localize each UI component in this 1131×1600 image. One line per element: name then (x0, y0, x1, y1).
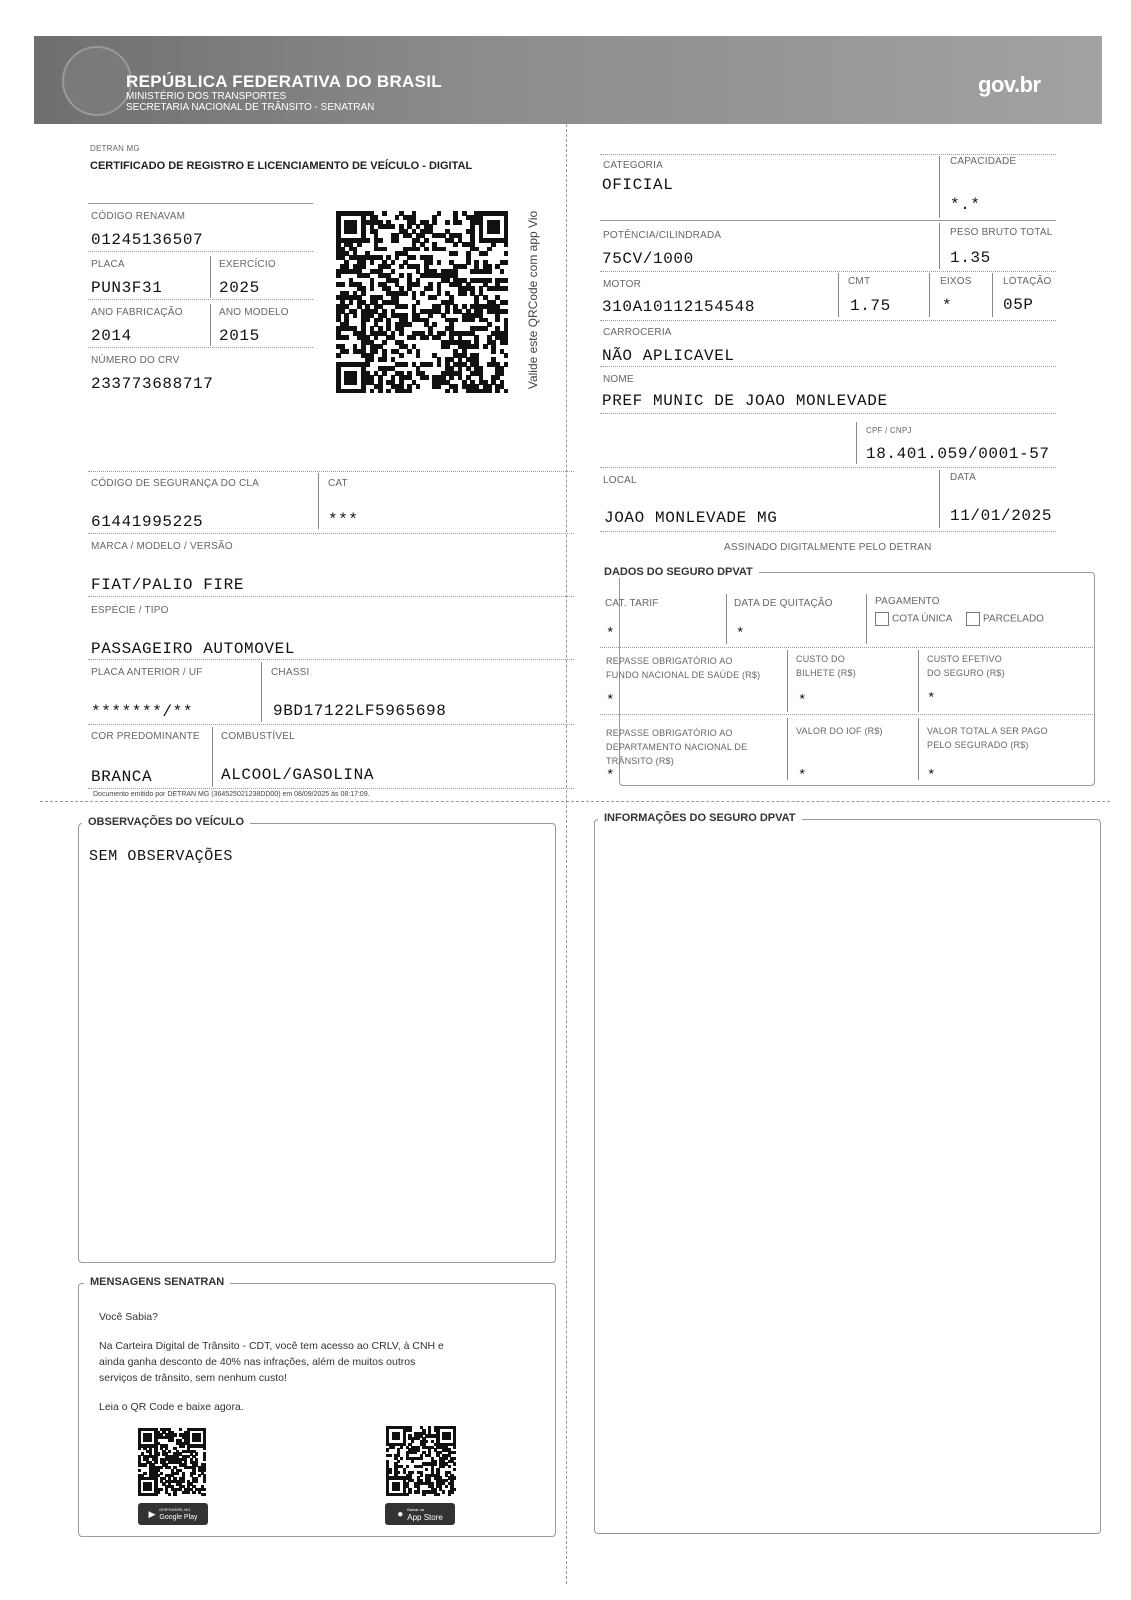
header-title: REPÚBLICA FEDERATIVA DO BRASIL (126, 72, 442, 91)
placa-label: PLACA (91, 259, 125, 270)
especie-label: ESPÉCIE / TIPO (91, 605, 169, 616)
qr-module (149, 1439, 152, 1442)
qr-module (353, 380, 358, 385)
msg-line-2: ainda ganha desconto de 40% nas infrações, além de muitos outros (99, 1356, 416, 1368)
qr-module (424, 238, 429, 243)
qr-module (391, 260, 396, 265)
fns-label-1: REPASSE OBRIGATÓRIO AO (606, 656, 733, 666)
qr-module (370, 357, 375, 362)
eixos-value: * (942, 297, 953, 315)
placa-anterior-label: PLACA ANTERIOR / UF (91, 667, 203, 678)
doc-title: CERTIFICADO DE REGISTRO E LICENCIAMENTO DE VEÍCULO - DIGITAL (90, 160, 473, 172)
qr-module (504, 286, 508, 291)
qr-module (495, 389, 500, 393)
detran-label: DETRAN MG (90, 144, 140, 153)
peso-value: 1.35 (950, 249, 991, 267)
qr-module (406, 1493, 409, 1496)
qr-module (370, 260, 375, 265)
qr-module (453, 389, 458, 393)
qr-module (395, 255, 400, 260)
msg-question: Você Sabia? (99, 1311, 158, 1323)
qr-module (386, 1448, 389, 1451)
ano-modelo-value: 2015 (219, 327, 260, 345)
qr-module (462, 291, 467, 296)
qr-module (395, 238, 400, 243)
qr-module (203, 1488, 206, 1491)
parcelado-checkbox[interactable] (966, 612, 980, 626)
qr-module (198, 1439, 201, 1442)
qr-module (442, 1490, 445, 1493)
qr-module (416, 300, 421, 305)
total-value: * (927, 768, 937, 784)
qr-module (428, 286, 433, 291)
govbr-logo: gov.br (978, 72, 1041, 97)
center-divider (566, 124, 567, 1584)
cor-value: BRANCA (91, 768, 153, 786)
qr-module (445, 344, 450, 349)
qr-module (470, 318, 475, 323)
ano-fabricacao-label: ANO FABRICAÇÃO (91, 307, 183, 318)
qr-module (336, 353, 341, 358)
qr-module (195, 1480, 198, 1483)
qr-module (391, 269, 396, 274)
qr-module (428, 362, 433, 367)
qr-module (192, 1491, 195, 1494)
potencia-value: 75CV/1000 (602, 250, 694, 268)
capacidade-value: *.* (950, 196, 981, 214)
chassi-label: CHASSI (271, 667, 310, 678)
qr-module (168, 1493, 171, 1496)
info-dpvat-title: INFORMAÇÕES DO SEGURO DPVAT (598, 812, 802, 824)
qr-module (437, 384, 442, 389)
total-label-2: PELO SEGURADO (R$) (927, 740, 1029, 750)
qr-module (487, 322, 492, 327)
renavam-label: CÓDIGO RENAVAM (91, 211, 186, 222)
qr-module (382, 340, 387, 345)
qr-module (176, 1472, 179, 1475)
cpf-label: CPF / CNPJ (866, 426, 912, 435)
qr-module (504, 309, 508, 314)
crv-value: 233773688717 (91, 375, 214, 393)
qr-module (453, 251, 458, 256)
bilhete-label-2: BILHETE (R$) (796, 668, 856, 678)
app-store-label: App Store (407, 1513, 443, 1522)
cmt-label: CMT (848, 276, 871, 287)
qr-module (428, 260, 433, 265)
qr-module (436, 1493, 439, 1496)
qr-module (420, 1457, 423, 1460)
qr-module (474, 344, 479, 349)
mensagens-title: MENSAGENS SENATRAN (84, 1276, 230, 1288)
iof-label: VALOR DO IOF (R$) (796, 726, 883, 736)
qr-module (361, 264, 366, 269)
placa-value: PUN3F31 (91, 279, 163, 297)
categoria-label: CATEGORIA (603, 160, 663, 171)
dpvat-title: DADOS DO SEGURO DPVAT (598, 566, 759, 578)
qr-module (487, 278, 492, 283)
qr-module (382, 211, 387, 216)
qr-module (500, 371, 505, 376)
qr-module (365, 238, 370, 243)
qr-module (504, 260, 508, 265)
cat-label: CAT (328, 478, 348, 489)
qr-module (495, 229, 500, 234)
qr-module (386, 389, 391, 393)
qr-module (425, 1468, 428, 1471)
especie-value: PASSAGEIRO AUTOMOVEL (91, 640, 296, 658)
fns-label-2: FUNDO NACIONAL DE SAÚDE (R$) (606, 670, 761, 680)
qr-module (483, 344, 488, 349)
qr-module (397, 1437, 400, 1440)
google-play-qr-code[interactable] (138, 1428, 206, 1496)
qr-module (416, 282, 421, 287)
cat-tarif-value: * (606, 626, 616, 642)
qr-module (336, 273, 341, 278)
assinado-label: ASSINADO DIGITALMENTE PELO DETRAN (724, 542, 932, 553)
google-play-label: Google Play (159, 1514, 198, 1521)
qr-module (491, 242, 496, 247)
quitacao-label: DATA DE QUITAÇÃO (734, 598, 833, 609)
fns-value: * (606, 693, 616, 709)
cota-unica-option[interactable] (875, 612, 952, 626)
carroceria-value: NÃO APLICAVEL (602, 347, 735, 365)
issued-footnote: Documento emitido por DETRAN MG (364525021238DD00) em 08/09/2025 às 08:17:09. (93, 791, 370, 798)
qr-module (466, 260, 471, 265)
cota-unica-checkbox[interactable] (875, 612, 889, 626)
placa-anterior-value: *******/** (91, 703, 194, 721)
msg-line-4: Leia o QR Code e baixe agora. (99, 1401, 244, 1413)
qr-module (340, 282, 345, 287)
qr-module (382, 357, 387, 362)
qr-module (504, 251, 508, 256)
app-store-qr-code[interactable] (386, 1426, 456, 1496)
combustivel-label: COMBUSTÍVEL (221, 731, 295, 742)
qr-module (365, 362, 370, 367)
efetivo-label-1: CUSTO EFETIVO (927, 654, 1002, 664)
qr-module (400, 1446, 403, 1449)
qr-module (203, 1480, 206, 1483)
section-divider (40, 801, 1110, 802)
qr-module (424, 247, 429, 252)
qr-module (432, 322, 437, 327)
observacoes-section (78, 823, 556, 1263)
qr-module (361, 389, 366, 393)
qr-module (437, 362, 442, 367)
renavam-value: 01245136507 (91, 231, 204, 249)
qr-module (487, 269, 492, 274)
qr-module (154, 1493, 157, 1496)
qr-module (344, 349, 349, 354)
qr-module (504, 278, 508, 283)
qr-module (437, 211, 442, 216)
qr-module (453, 318, 458, 323)
qr-module (407, 349, 412, 354)
local-value: JOAO MONLEVADE MG (604, 509, 778, 527)
qr-module (483, 326, 488, 331)
qr-module (495, 318, 500, 323)
cmt-value: 1.75 (850, 297, 891, 315)
qr-module (365, 318, 370, 323)
qr-module (399, 331, 404, 336)
lotacao-value: 05P (1003, 296, 1034, 314)
qr-module (445, 389, 450, 393)
qr-module (445, 220, 450, 225)
motor-label: MOTOR (603, 279, 642, 290)
iof-value: * (798, 768, 808, 784)
bilhete-value: * (798, 693, 808, 709)
qr-module (416, 247, 421, 252)
exercicio-value: 2025 (219, 279, 260, 297)
qr-module (179, 1428, 182, 1431)
play-store-icon: ▶ (148, 1508, 156, 1519)
qr-module (138, 1469, 141, 1472)
cpf-value: 18.401.059/0001-57 (866, 445, 1050, 463)
qr-module (403, 362, 408, 367)
qr-module (412, 335, 417, 340)
eixos-label: EIXOS (940, 276, 972, 287)
qr-module (400, 1457, 403, 1460)
google-play-badge[interactable] (138, 1503, 208, 1525)
qr-module (203, 1458, 206, 1461)
qr-module (453, 242, 458, 247)
lotacao-label: LOTAÇÃO (1003, 276, 1052, 287)
qr-module (414, 1451, 417, 1454)
qr-module (453, 1446, 456, 1449)
data-value: 11/01/2025 (950, 507, 1053, 525)
total-label-1: VALOR TOTAL A SER PAGO (927, 726, 1048, 736)
cla-label: CÓDIGO DE SEGURANÇA DO CLA (91, 478, 260, 489)
header-secretariat: SECRETARIA NACIONAL DE TRÂNSITO - SENATRAN (126, 102, 375, 113)
google-play-small: DISPONÍVEL NO (159, 1507, 191, 1512)
efetivo-label-2: DO SEGURO (R$) (927, 668, 1005, 678)
qr-module (448, 1465, 451, 1468)
marca-label: MARCA / MODELO / VERSÃO (91, 541, 233, 552)
potencia-label: POTÊNCIA/CILINDRADA (603, 230, 722, 241)
dnt-value: * (606, 768, 616, 784)
qr-module (149, 1488, 152, 1491)
qr-module (411, 1460, 414, 1463)
qr-module (374, 349, 379, 354)
qr-module (487, 247, 492, 252)
qr-module (424, 375, 429, 380)
qr-module (344, 335, 349, 340)
qr-module (408, 1429, 411, 1432)
capacidade-label: CAPACIDADE (950, 156, 1017, 167)
qr-module (420, 291, 425, 296)
qr-module (187, 1491, 190, 1494)
qr-module (138, 1447, 141, 1450)
qr-module (483, 251, 488, 256)
qr-module (397, 1488, 400, 1491)
qr-module (370, 389, 375, 393)
qr-module (453, 1468, 456, 1471)
apple-icon: ● (397, 1508, 404, 1520)
qr-module (432, 220, 437, 225)
qr-module (382, 371, 387, 376)
qr-module (445, 309, 450, 314)
qr-module (491, 349, 496, 354)
qr-module (399, 264, 404, 269)
qr-module (458, 220, 463, 225)
qr-module (203, 1447, 206, 1450)
qr-module (143, 1463, 146, 1466)
qr-module (389, 1454, 392, 1457)
pagamento-label: PAGAMENTO (875, 596, 940, 607)
qr-module (353, 313, 358, 318)
qr-module (449, 375, 454, 380)
ano-modelo-label: ANO MODELO (219, 307, 289, 318)
parcelado-label: PARCELADO (983, 613, 1044, 625)
dnt-label-1: REPASSE OBRIGATÓRIO AO (606, 728, 733, 738)
qr-module (462, 264, 467, 269)
qr-module (403, 291, 408, 296)
cor-label: COR PREDOMINANTE (91, 731, 200, 742)
qr-module (448, 1493, 451, 1496)
nome-label: NOME (603, 374, 634, 385)
qr-module (504, 362, 508, 367)
qr-module (171, 1439, 174, 1442)
msg-line-3: serviços de trânsito, sem nenhum custo! (99, 1372, 287, 1384)
qr-module (422, 1493, 425, 1496)
qr-module (392, 1446, 395, 1449)
local-label: LOCAL (603, 475, 637, 486)
qr-module (437, 291, 442, 296)
qr-module (378, 318, 383, 323)
data-label: DATA (950, 472, 976, 483)
qr-module (428, 313, 433, 318)
qr-module (445, 1485, 448, 1488)
bilhete-label-1: CUSTO DO (796, 654, 845, 664)
dnt-label-3: TRÂNSITO (R$) (606, 756, 674, 766)
qr-module (448, 1437, 451, 1440)
qr-module (349, 300, 354, 305)
categoria-value: OFICIAL (602, 176, 674, 194)
qr-module (403, 304, 408, 309)
qr-module (374, 335, 379, 340)
qr-module (391, 224, 396, 229)
qr-module (416, 384, 421, 389)
peso-label: PESO BRUTO TOTAL (950, 227, 1053, 238)
nome-value: PREF MUNIC DE JOAO MONLEVADE (602, 392, 888, 410)
qr-module (441, 331, 446, 336)
qr-module (437, 260, 442, 265)
qr-module (432, 295, 437, 300)
qr-module (399, 353, 404, 358)
qr-module (203, 1493, 206, 1496)
qr-module (417, 1490, 420, 1493)
qr-module (378, 389, 383, 393)
header-banner (34, 36, 1102, 124)
observacoes-text: SEM OBSERVAÇÕES (89, 848, 234, 865)
qr-module (399, 273, 404, 278)
qr-module (504, 353, 508, 358)
qr-module (382, 247, 387, 252)
msg-line-1: Na Carteira Digital de Trânsito - CDT, você tem acesso ao CRLV, à CNH e (99, 1340, 444, 1352)
dnt-label-2: DEPARTAMENTO NACIONAL DE (606, 742, 748, 752)
qr-module (504, 389, 508, 393)
qr-module (504, 340, 508, 345)
parcelado-option[interactable] (966, 612, 1044, 626)
qr-module (353, 229, 358, 234)
qr-module (500, 269, 505, 274)
qr-module (442, 1465, 445, 1468)
cota-unica-label: COTA ÚNICA (892, 613, 953, 625)
qr-module (357, 242, 362, 247)
carroceria-label: CARROCERIA (603, 327, 672, 338)
coat-of-arms-icon (62, 46, 132, 116)
cat-tarif-label: CAT. TARIF (605, 598, 659, 609)
chassi-value: 9BD17122LF5965698 (273, 702, 447, 720)
qr-module (378, 238, 383, 243)
validation-qr-code[interactable] (336, 211, 508, 393)
qr-module (182, 1444, 185, 1447)
cat-value: *** (328, 511, 359, 529)
combustivel-value: ALCOOL/GASOLINA (221, 766, 375, 784)
app-store-badge[interactable] (385, 1503, 455, 1525)
qr-module (424, 335, 429, 340)
qr-module (453, 1462, 456, 1465)
qr-caption: Valide este QRCode com app Vio (526, 210, 540, 390)
qr-module (420, 1465, 423, 1468)
quitacao-value: * (736, 626, 746, 642)
qr-module (370, 286, 375, 291)
qr-module (441, 247, 446, 252)
motor-value: 310A10112154548 (602, 298, 756, 316)
observacoes-title: OBSERVAÇÕES DO VEÍCULO (82, 816, 250, 828)
efetivo-value: * (927, 691, 937, 707)
header-ministry: MINISTÉRIO DOS TRANSPORTES (126, 91, 287, 102)
ano-fabricacao-value: 2014 (91, 327, 132, 345)
qr-module (416, 353, 421, 358)
qr-module (395, 215, 400, 220)
qr-module (487, 389, 492, 393)
qr-module (173, 1493, 176, 1496)
qr-module (453, 1451, 456, 1454)
qr-module (504, 242, 508, 247)
exercicio-label: EXERCÍCIO (219, 259, 276, 270)
marca-value: FIAT/PALIO FIRE (91, 576, 245, 594)
qr-module (504, 300, 508, 305)
info-dpvat-section (594, 819, 1101, 1534)
app-store-small: Baixar na (407, 1507, 425, 1512)
qr-module (407, 322, 412, 327)
qr-module (407, 389, 412, 393)
qr-module (412, 255, 417, 260)
cla-value: 61441995225 (91, 513, 204, 531)
qr-module (361, 291, 366, 296)
crv-label: NÚMERO DO CRV (91, 355, 180, 366)
